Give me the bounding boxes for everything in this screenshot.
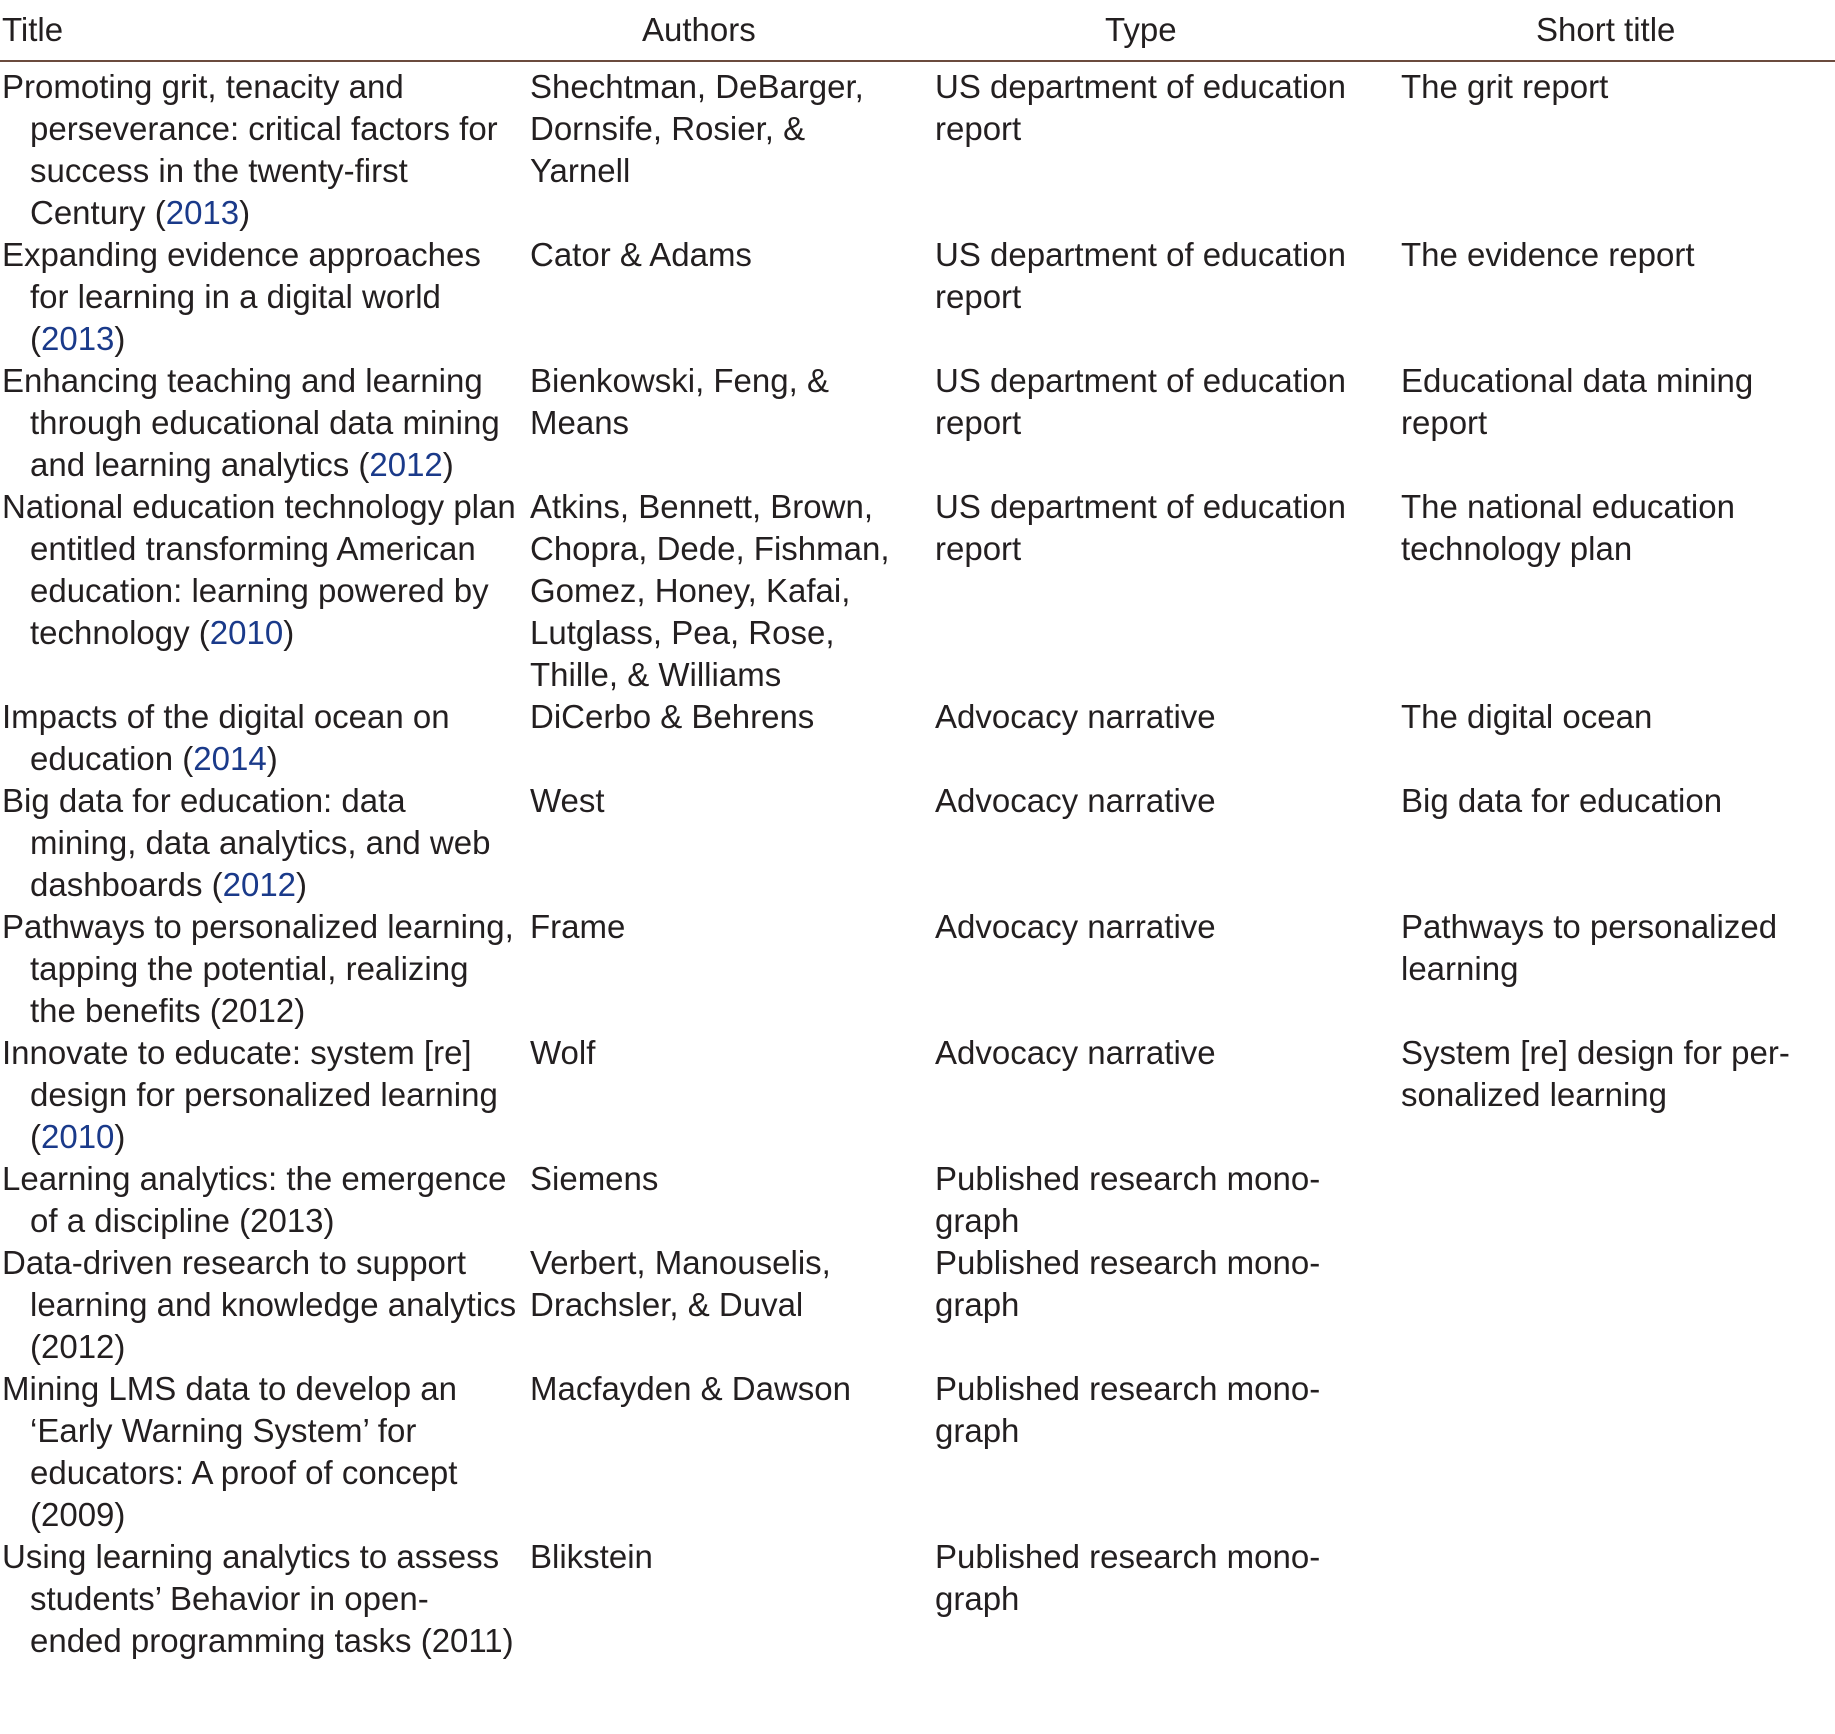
table-row: [0, 1368, 1835, 1536]
year-link[interactable]: 2012: [369, 446, 443, 483]
title-text: Enhancing teaching and learning through educational data mining and learning analytics (: [2, 362, 500, 483]
cell-authors: Cator & Adams: [530, 236, 752, 273]
cell-authors: Wolf: [530, 1034, 596, 1071]
header-row: [0, 0, 1835, 61]
cell-type: Advocacy narrative: [935, 908, 1216, 945]
cell-type: US department of education report: [935, 236, 1346, 315]
year-link[interactable]: 2010: [41, 1118, 115, 1155]
cell-type: Published research monograph: [935, 1160, 1321, 1239]
cell-authors: DiCerbo & Behrens: [530, 698, 815, 735]
year-link[interactable]: 2013: [165, 194, 240, 231]
cell-authors: Blikstein: [530, 1538, 653, 1575]
cell-authors: Macfayden & Dawson: [530, 1370, 851, 1407]
title-close: ): [442, 446, 454, 483]
title-close: ): [114, 320, 126, 357]
title-text: Impacts of the digital ocean on education (: [2, 698, 450, 777]
cell-authors: Frame: [530, 908, 626, 945]
title-text: Innovate to educate: system [re] design for personalized learning (: [2, 1034, 498, 1155]
header-type: Type: [935, 0, 1401, 61]
cell-authors: Atkins, Bennett, Brown, Chopra, Dede, Fishman, Gomez, Honey, Kafai, Lutglass, Pea, Rose, Thille, & Williams: [530, 488, 890, 693]
cell-title: [0, 1032, 530, 1158]
cell-type: Published research monograph: [935, 1370, 1321, 1449]
cell-title: [0, 1368, 530, 1536]
table-row: [0, 234, 1835, 360]
cell-title: [0, 780, 530, 906]
cell-title: [0, 486, 530, 696]
cell-title: [0, 696, 530, 780]
table-row: [0, 696, 1835, 780]
year-link[interactable]: 2012: [222, 866, 297, 903]
table-row: [0, 780, 1835, 906]
cell-authors: Bienkowski, Feng, & Means: [530, 362, 829, 441]
cell-type: Published research monograph: [935, 1538, 1321, 1617]
title-text: Using learning analytics to assess students’ Behavior in open-ended programming tasks (2011): [2, 1538, 514, 1659]
cell-title: [0, 906, 530, 1032]
table-header: [0, 0, 1835, 61]
cell-type: US department of education report: [935, 362, 1346, 441]
year-link[interactable]: 2014: [193, 740, 267, 777]
cell-short-title: The national education technology plan: [1401, 488, 1735, 567]
cell-type: US department of education report: [935, 68, 1346, 147]
cell-short-title: [1401, 1536, 1835, 1662]
cell-title: [0, 234, 530, 360]
year-link[interactable]: 2013: [41, 320, 115, 357]
cell-title: [0, 360, 530, 486]
title-text: National education technology plan entitled transforming American education: learning powered by technology (: [2, 488, 516, 651]
cell-type: Advocacy narrative: [935, 1034, 1216, 1071]
cell-authors: West: [530, 782, 605, 819]
cell-short-title: Pathways to personalized learning: [1401, 908, 1778, 987]
cell-type: Advocacy narrative: [935, 698, 1216, 735]
cell-short-title: The grit report: [1401, 68, 1609, 105]
year-link[interactable]: 2010: [209, 614, 284, 651]
cell-title: [0, 61, 530, 234]
title-text: Big data for education: data mining, data analytics, and web dashboards (: [2, 782, 491, 903]
cell-short-title: [1401, 1158, 1835, 1242]
table-body: [0, 61, 1835, 1662]
cell-short-title: The evidence report: [1401, 236, 1695, 273]
cell-short-title: [1401, 1242, 1835, 1368]
header-title: Title: [0, 0, 530, 61]
title-close: ): [296, 866, 308, 903]
table-row: [0, 906, 1835, 1032]
cell-short-title: The digital ocean: [1401, 698, 1653, 735]
cell-title: [0, 1158, 530, 1242]
header-short-title: Short title: [1401, 0, 1835, 61]
title-text: Promoting grit, tenacity and perseverance: critical factors for success in the twenty-first Century (: [2, 68, 498, 231]
cell-short-title: System [re] design for personalized learning: [1401, 1034, 1790, 1113]
table-row: [0, 360, 1835, 486]
cell-authors: Shechtman, DeBarger, Dornsife, Rosier, & Yarnell: [530, 68, 864, 189]
cell-short-title: Big data for education: [1401, 782, 1723, 819]
cell-type: Advocacy narrative: [935, 782, 1216, 819]
title-close: ): [283, 614, 295, 651]
title-close: ): [239, 194, 251, 231]
title-text: Expanding evidence approaches for learning in a digital world (: [2, 236, 481, 357]
cell-authors: Verbert, Manouselis, Drachsler, & Duval: [530, 1244, 831, 1323]
table-row: [0, 1158, 1835, 1242]
cell-type: US department of education report: [935, 488, 1346, 567]
table-row: [0, 1536, 1835, 1662]
cell-type: Published research monograph: [935, 1244, 1321, 1323]
table-row: [0, 1032, 1835, 1158]
title-text: Pathways to personalized learning, tapping the potential, realizing the benefits (2012): [2, 908, 514, 1029]
title-close: ): [114, 1118, 126, 1155]
table-row: [0, 486, 1835, 696]
table-row: [0, 61, 1835, 234]
title-close: ): [266, 740, 278, 777]
table-row: [0, 1242, 1835, 1368]
cell-short-title: [1401, 1368, 1835, 1536]
header-authors: Authors: [530, 0, 935, 61]
cell-title: [0, 1536, 530, 1662]
title-text: Data-driven research to support learning and knowledge analytics (2012): [2, 1244, 517, 1365]
cell-title: [0, 1242, 530, 1368]
cell-authors: Siemens: [530, 1160, 659, 1197]
title-text: Mining LMS data to develop an ‘Early Warning System’ for educators: A proof of concept (2009): [2, 1370, 458, 1533]
cell-short-title: Educational data mining report: [1401, 362, 1754, 441]
title-text: Learning analytics: the emergence of a discipline (2013): [2, 1160, 507, 1239]
